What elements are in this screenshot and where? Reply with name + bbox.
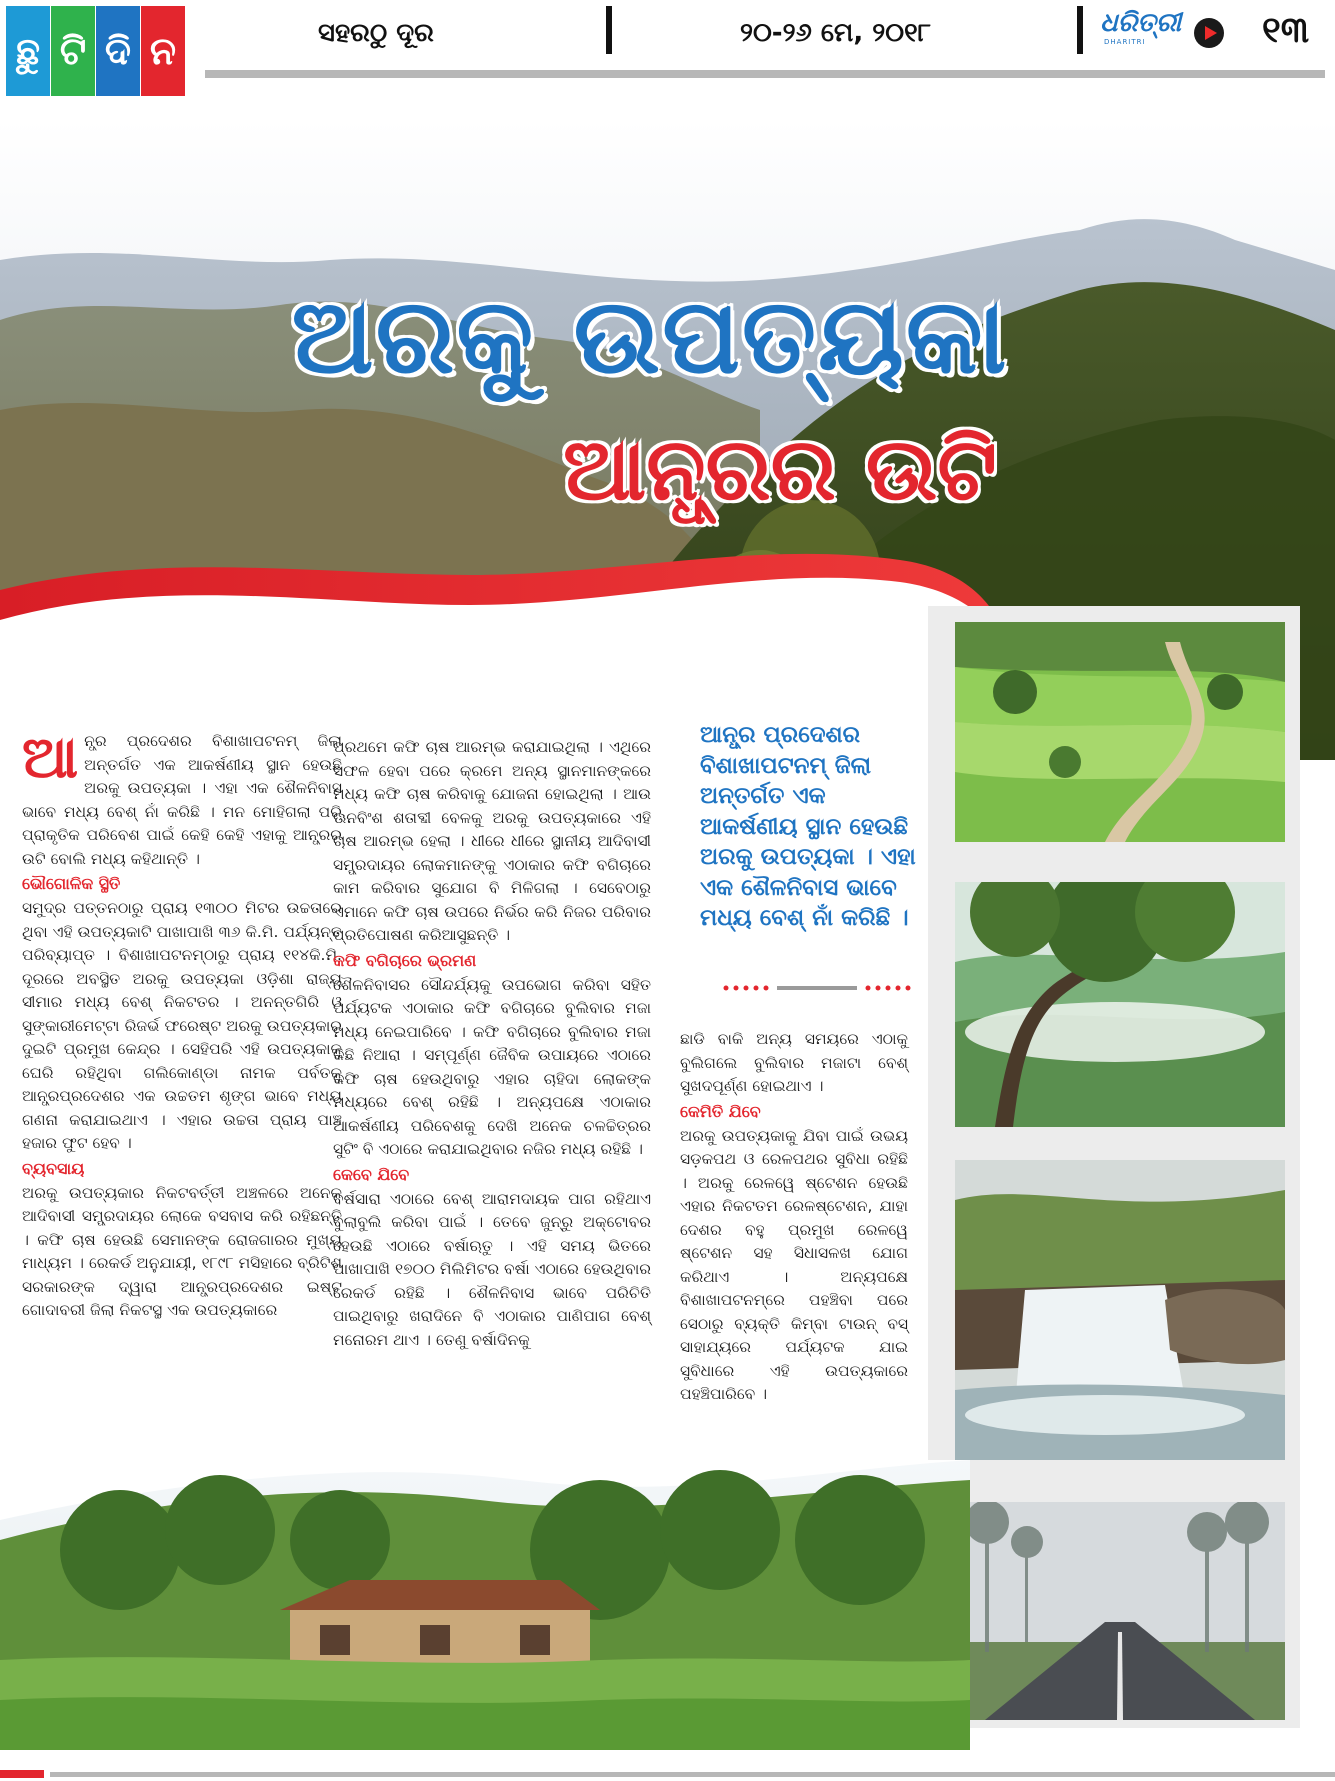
photo-valley-fields — [955, 622, 1285, 842]
article-column-2 — [333, 736, 651, 1352]
footer-accent — [0, 1770, 44, 1778]
photo-waterfall — [955, 1160, 1285, 1460]
col2-paragraph-3: ବର୍ଷସାରା ଏଠାରେ ବେଶ୍ ଆରାମଦାୟକ ପାଗ ରହିଥାଏ ବୁଲାବୁଲି କରିବା ପାଇଁ । ତେବେ ଜୁନ୍‌ରୁ ଅକ୍ଟୋବର ହେଉଛି ଏଠାରେ ବର୍ଷାଋତୁ । ଏହି ସମୟ ଭିତରେ ପାଖାପାଖି ୧୭୦୦ ମିଲିମିଟର ବର୍ଷା ଏଠାରେ ହେଉଥିବାର ରେକର୍ଡ ରହିଛି । ଶୈଳନିବାସ ଭାବେ ପରିଚିତି ପାଇଥିବାରୁ ଖରାଦିନେ ବି ଏଠାକାର ପାଣିପାଗ ବେଶ୍ ମନୋରମ ଥାଏ । ତେଣୁ ବର୍ଷାଦିନକୁ — [333, 1189, 651, 1349]
article-column-3 — [680, 1028, 908, 1407]
footer-rule — [50, 1772, 1335, 1777]
publication-name: ଧରିତ୍ରୀ — [1100, 8, 1182, 38]
pull-quote: ଆନ୍ଧ୍ର ପ୍ରଦେଶର ବିଶାଖାପଟନମ୍ ଜିଲା ଅନ୍ତର୍ଗତ ଏକ ଆକର୍ଷଣୀୟ ସ୍ଥାନ ହେଉଛି ଅରକୁ ଉପତ୍ୟକା । ଏହା ଏକ ଶୈଳନିବାସ ଭାବେ ମଧ୍ୟ ବେଶ୍ ନାଁ କରିଛି । — [700, 722, 916, 931]
subheading-business: ବ୍ୟବସାୟ — [22, 1158, 85, 1178]
col1-paragraph-1: ନ୍ଧ୍ର ପ୍ରଦେଶର ବିଶାଖାପଟନମ୍ ଜିଲା ଅନ୍ତର୍ଗତ ଏକ ଆକର୍ଷଣୀୟ ସ୍ଥାନ ହେଉଛି ଅରକୁ ଉପତ୍ୟକା । ଏହା ଏକ ଶୈଳନିବାସ ଭାବେ ମଧ୍ୟ ବେଶ୍ ନାଁ କରିଛି । ମନ ମୋହିଗଲା ପରି ପ୍ରାକୃତିକ ପରିବେଶ ପାଇଁ କେହି କେହି ଏହାକୁ ଆନ୍ଧ୍ରର ଉଟି ବୋଲି ମଧ୍ୟ କହିଥାନ୍ତି । — [22, 732, 342, 868]
photo-village-house — [0, 1460, 970, 1750]
dropcap: ଆ — [22, 723, 79, 791]
col1-paragraph-3: ଅରକୁ ଉପତ୍ୟକାର ନିକଟବର୍ତ୍ତୀ ଅଞ୍ଚଳରେ ଅନେକ ଆଦିବାସୀ ସମ୍ପ୍ରଦାୟର ଲୋକେ ବସବାସ କରି ରହିଛନ୍ତି । କଫି ଚାଷ ହେଉଛି ସେମାନଙ୍କ ରୋଜଗାରର ମୁଖ୍ୟ ମାଧ୍ୟମ । ରେକର୍ଡ ଅନୁଯାୟୀ, ୧୮୯୮ ମସିହାରେ ବ୍ରିଟିଶ ସରକାରଙ୍କ ଦ୍ୱାରା ଆନ୍ଧ୍ରପ୍ରଦେଶର ଇଷ୍ଟ ଗୋଦାବରୀ ଜିଲା ନିକଟସ୍ଥ ଏକ ଉପତ୍ୟକାରେ — [22, 1183, 342, 1319]
subheading-geography: ଭୌଗୋଳିକ ସ୍ଥିତି — [22, 874, 121, 893]
header-divider-2 — [1077, 6, 1083, 54]
play-icon — [1194, 18, 1224, 48]
header-rule — [205, 70, 1325, 78]
photo-tree-mist — [955, 882, 1285, 1127]
page-number: ୧୩ — [1262, 10, 1310, 51]
col3-paragraph-2: ଅରକୁ ଉପତ୍ୟକାକୁ ଯିବା ପାଇଁ ଉଭୟ ସଡ଼କପଥ ଓ ରେଳପଥର ସୁବିଧା ରହିଛି । ଅରକୁ ରେଳୱେ ଷ୍ଟେଶନ ହେଉଛି ଏହାର ନିକଟତମ ରେଳଷ୍ଟେଶନ, ଯାହା ଦେଶର ବହୁ ପ୍ରମୁଖ ରେଳୱେ ଷ୍ଟେଶନ ସହ ସିଧାସଳଖ ଯୋଗ କରିଥାଏ । ଅନ୍ୟପକ୍ଷେ ବିଶାଖାପଟନମ୍‌ରେ ପହଞ୍ଚିବା ପରେ ସେଠାରୁ ବ୍ୟକ୍ତି କିମ୍ବା ଟାଉନ୍ ବସ୍ ସାହାଯ୍ୟରେ ପର୍ଯ୍ୟଟକ ଯାଇ ସୁବିଧାରେ ଏହି ଉପତ୍ୟକାରେ ପହଞ୍ଚିପାରିବେ । — [680, 1126, 908, 1403]
article-subtitle: ଆନ୍ଧ୍ରର ଉଟି — [562, 420, 998, 520]
subheading-when-to-go: କେବେ ଯିବେ — [333, 1164, 410, 1184]
masthead-letter-1: ଛୁ — [6, 6, 50, 96]
masthead-letter-2: ଟି — [51, 6, 95, 96]
subheading-coffee-garden: କଫି ବଗିଚାରେ ଭ୍ରମଣ — [333, 950, 477, 970]
col2-paragraph-1: ପ୍ରଥମେ କଫି ଚାଷ ଆରମ୍ଭ କରାଯାଇଥିଲା । ଏଥିରେ ସଫଳ ହେବା ପରେ କ୍ରମେ ଅନ୍ୟ ସ୍ଥାନମାନଙ୍କରେ ମଧ୍ୟ କଫି ଚାଷ କରିବାକୁ ଯୋଜନା ହୋଇଥିଲା । ଆଉ ଊନବିଂଶ ଶତାବ୍ଦୀ ବେଳକୁ ଅରକୁ ଉପତ୍ୟକାରେ ଏହି ଚାଷ ଆରମ୍ଭ ହେଲା । ଧୀରେ ଧୀରେ ସ୍ଥାନୀୟ ଆଦିବାସୀ ସମ୍ପ୍ରଦାୟର ଲୋକମାନଙ୍କୁ ଏଠାକାର କଫି ବଗିଚାରେ କାମ କରିବାର ସୁଯୋଗ ବି ମିଳିଗଲା । ସେବେଠାରୁ ଏମାନେ କଫି ଚାଷ ଉପରେ ନିର୍ଭର କରି ନିଜର ପରିବାର ପ୍ରତିପୋଷଣ କରିଆସୁଛନ୍ତି । — [333, 738, 651, 944]
publication-subname: DHARITRI — [1104, 38, 1146, 46]
col3-paragraph-1: ଛାଡି ବାକି ଅନ୍ୟ ସମୟରେ ଏଠାକୁ ବୁଲିଗଲେ ବୁଲିବାର ମଜାଟା ବେଶ୍ ସୁଖଦପୂର୍ଣ୍ଣ ହୋଇଥାଏ । — [680, 1030, 908, 1095]
section-name: ସହରଠୁ ଦୂର — [318, 18, 434, 48]
col1-paragraph-2: ସମୁଦ୍ର ପତ୍ତନଠାରୁ ପ୍ରାୟ ୧୩୦୦ ମିଟର ଉଚ୍ଚତାରେ ଥିବା ଏହି ଉପତ୍ୟକାଟି ପାଖାପାଖି ୩୬ କି.ମି. ପର୍ଯ୍ୟନ୍ତ ପରିବ୍ୟାପ୍ତ । ବିଶାଖାପଟନମ୍‌ଠାରୁ ପ୍ରାୟ ୧୧୪କି.ମି. ଦୂରରେ ଅବସ୍ଥିତ ଅରକୁ ଉପତ୍ୟକା ଓଡ଼ିଶା ରାଜ୍ୟ ସୀମାର ମଧ୍ୟ ବେଶ୍ ନିକଟତର । ଅନନ୍ତଗିରି ଓ ସୁଙ୍କାରୀମେଟ୍ଟା ରିଜର୍ଭ ଫରେଷ୍ଟ ଅରକୁ ଉପତ୍ୟକାର ଦୁଇଟି ପ୍ରମୁଖ କେନ୍ଦ୍ର । ସେହିପରି ଏହି ଉପତ୍ୟକାକୁ ଘେରି ରହିଥିବା ଗଲିକୋଣ୍ଡା ନାମକ ପର୍ବତକୁ ଆନ୍ଧ୍ରପ୍ରଦେଶର ଏକ ଉଚ୍ଚତମ ଶୃଙ୍ଗ ଭାବେ ମଧ୍ୟ ଗଣନା କରାଯାଇଥାଏ । ଏହାର ଉଚ୍ଚତା ପ୍ରାୟ ପାଞ୍ଚ ହଜାର ଫୁଟ ହେବ । — [22, 899, 342, 1152]
issue-date: ୨୦-୨୬ ମେ, ୨୦୧୮ — [740, 18, 932, 48]
col2-paragraph-2: ଶୈଳନିବାସର ସୌନ୍ଦର୍ଯ୍ୟକୁ ଉପଭୋଗ କରିବା ସହିତ ପର୍ଯ୍ୟଟକ ଏଠାକାର କଫି ବଗିଚାରେ ବୁଲିବାର ମଜା ମଧ୍ୟ ନେଇପାରିବେ । କଫି ବଗିଚାରେ ବୁଲିବାର ମଜା କିଛି ନିଆରା । ସମ୍ପୂର୍ଣ୍ଣ ଜୈବିକ ଉପାୟରେ ଏଠାରେ କଫି ଚାଷ ହେଉଥିବାରୁ ଏହାର ଚାହିଦା ଲୋକଙ୍କ ମଧ୍ୟରେ ବେଶ୍ ରହିଛି । ଅନ୍ୟପକ୍ଷେ ଏଠାକାର ଆକର୍ଷଣୀୟ ପରିବେଶକୁ ଦେଖି ଅନେକ ଚଳଚ୍ଚିତ୍ରର ସୁଟିଂ ବି ଏଠାରେ କରାଯାଇଥିବାର ନଜିର ମଧ୍ୟ ରହିଛି । — [333, 975, 651, 1158]
article-title: ଅରକୁ ଉପତ୍ୟକା — [291, 275, 1009, 397]
header-divider-1 — [606, 6, 612, 54]
publication-logo — [1100, 8, 1182, 46]
subheading-how-to-go: କେମିତି ଯିବେ — [680, 1101, 761, 1121]
masthead-letter-3: ଦି — [96, 6, 140, 96]
photo-misty-road — [955, 1502, 1285, 1720]
article-column-1 — [22, 723, 342, 1323]
masthead-letter-4: ନ — [141, 6, 185, 96]
pull-quote-divider — [722, 984, 912, 992]
